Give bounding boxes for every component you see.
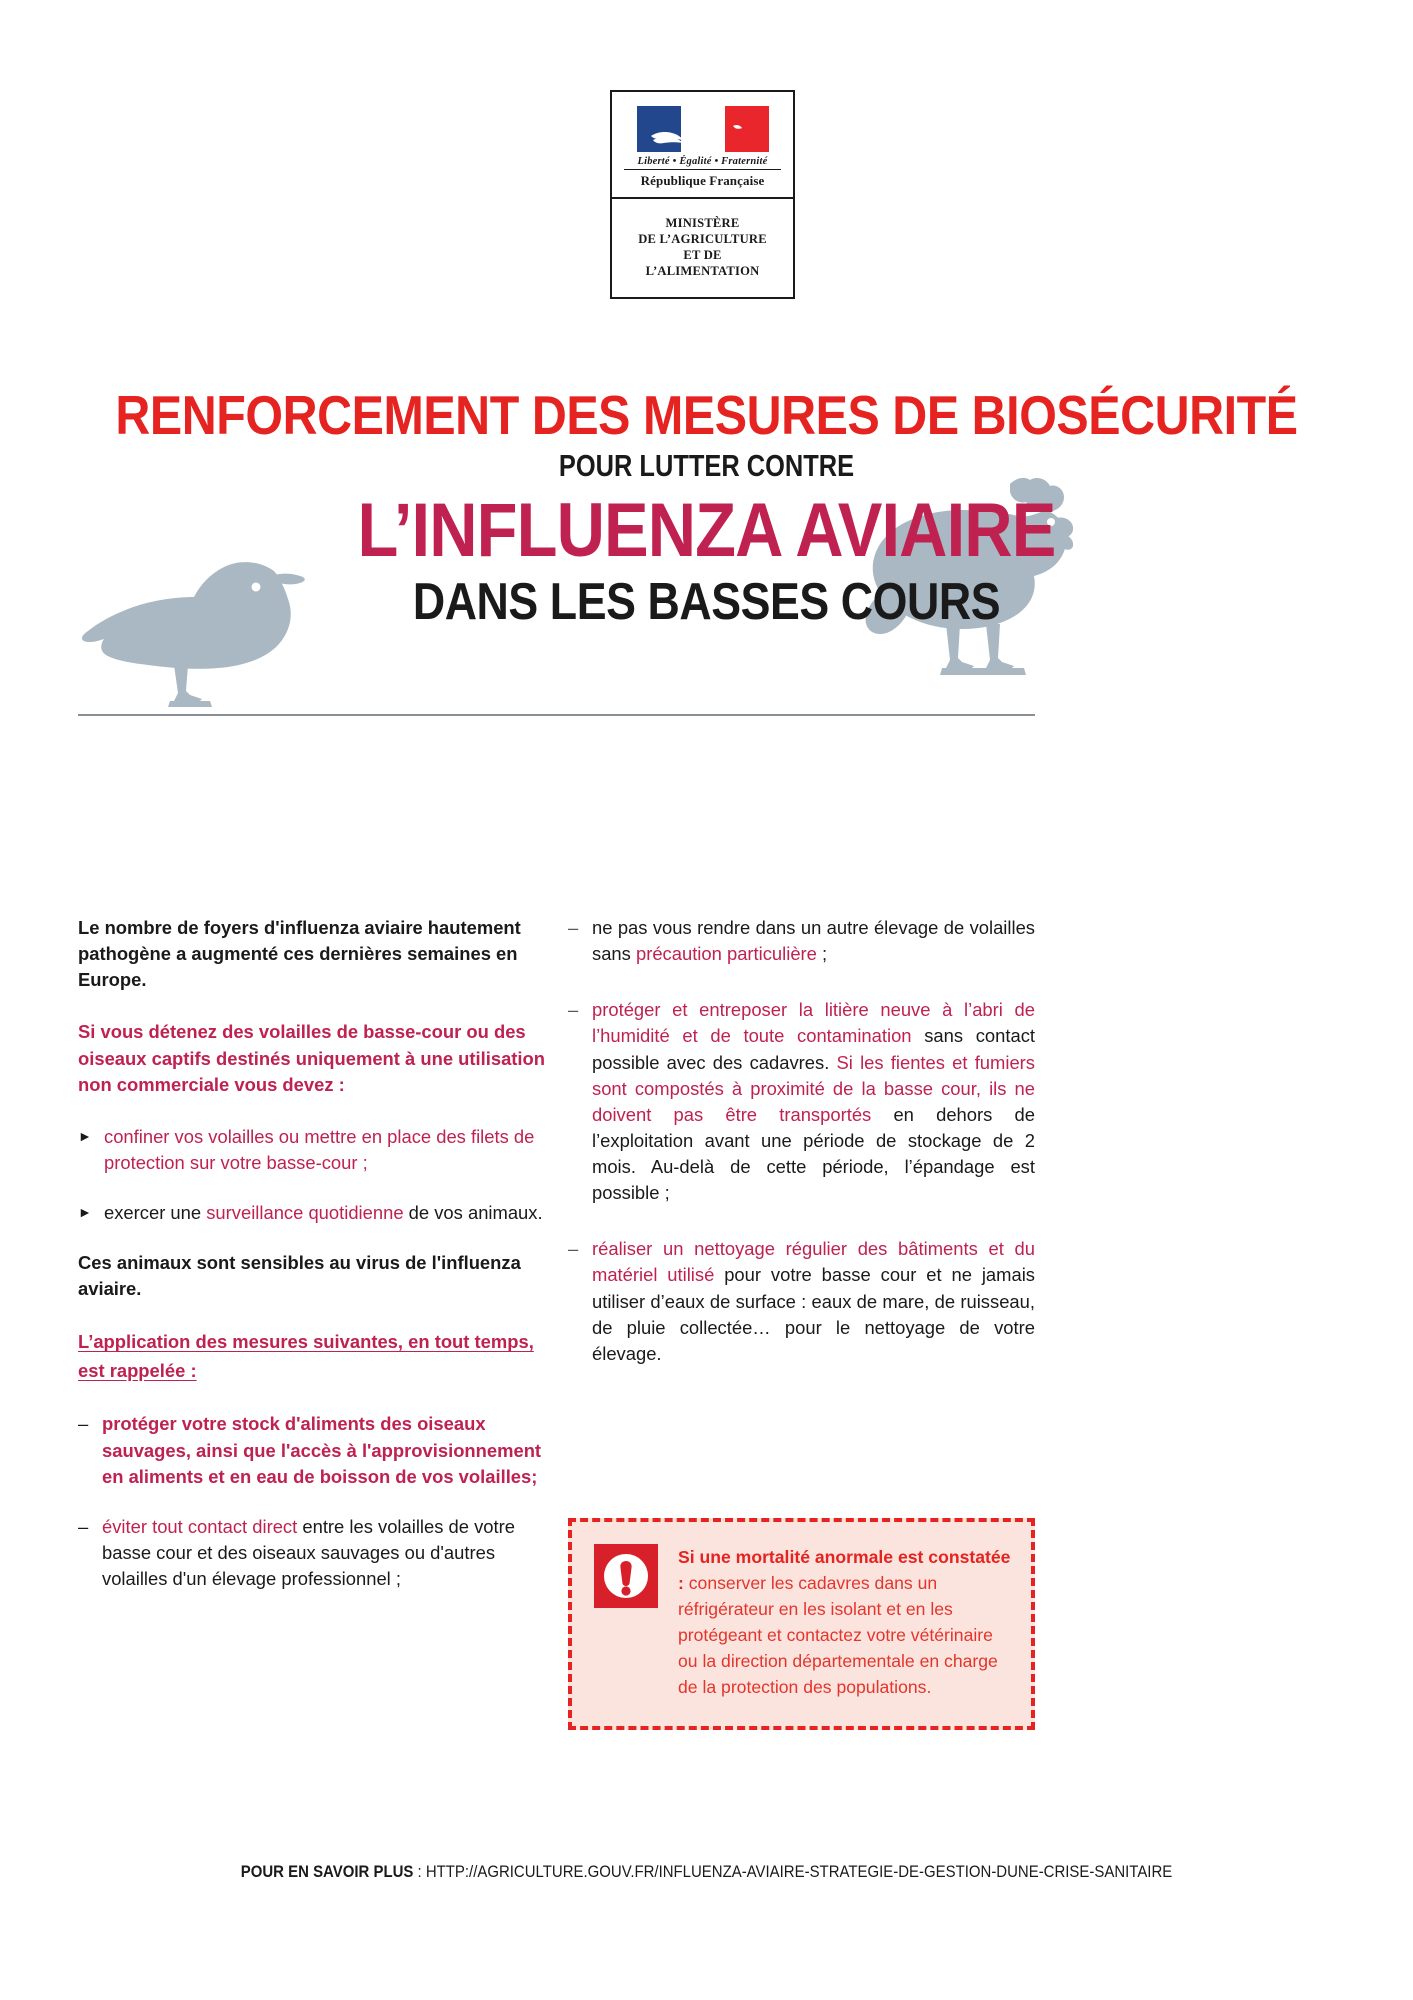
list-item bbox=[568, 997, 1035, 1206]
dash-eviter-contact-text: éviter tout contact direct entre les volailles de votre basse cour et des oiseaux sauvages ou d'autres volailles d'un élevage professionnel ; bbox=[102, 1515, 515, 1590]
dash-bullet-icon: – bbox=[78, 1515, 89, 1537]
title-line-reinforcement: RENFORCEMENT DES MESURES DE BIOSÉCURITÉ bbox=[115, 384, 1298, 446]
bullet-confiner-text: confiner vos volailles ou mettre en place des filets de protection sur votre basse-cour ; bbox=[104, 1125, 535, 1173]
title-line-basses-cours: DANS LES BASSES COURS bbox=[412, 572, 1001, 631]
ministry-line-1: MINISTÈRE bbox=[665, 216, 740, 230]
dash-bullet-icon: – bbox=[568, 999, 579, 1021]
ministry-line-3: ET DE bbox=[683, 248, 722, 263]
list-item bbox=[78, 1411, 548, 1489]
list-item bbox=[78, 1200, 548, 1226]
intro-paragraph: Le nombre de foyers d'influenza aviaire hautement pathogène a augmenté ces dernières semaines en Europe. bbox=[78, 917, 521, 991]
alert-bold-lead: Si une mortalité anormale est constatée : bbox=[678, 1547, 1011, 1594]
title-line-influenza: L’INFLUENZA AVIAIRE bbox=[357, 487, 1056, 573]
list-item bbox=[568, 1236, 1035, 1367]
list-item bbox=[78, 1124, 548, 1176]
republic-logo-top bbox=[612, 92, 793, 199]
triangle-bullet-icon: ► bbox=[78, 1127, 92, 1144]
exclamation-icon bbox=[594, 1544, 658, 1608]
triangle-bullet-icon: ► bbox=[78, 1204, 92, 1220]
dash-nettoyage-text: réaliser un nettoyage régulier des bâtiments et du matériel utilisé pour votre basse cour et ne jamais utiliser d’eaux de surface : eaux de mare, de ruisseau, de pluie collectée… pour le nettoyage de votre élevage. bbox=[592, 1238, 1035, 1364]
header-divider-rule bbox=[78, 714, 1035, 716]
dash-bullet-icon: – bbox=[78, 1413, 89, 1435]
dash-ne-pas-rendre-text: ne pas vous rendre dans un autre élevage de volailles sans précaution particulière ; bbox=[592, 917, 1035, 965]
footer-separator: : bbox=[413, 1862, 426, 1881]
reminder-heading: L’application des mesures suivantes, en tout temps, est rappelée : bbox=[78, 1331, 534, 1381]
lead-paragraph: Si vous détenez des volailles de basse-cour ou des oiseaux captifs destinés uniquement à une utilisation non commerciale vous devez : bbox=[78, 1021, 546, 1095]
french-flag-marianne-icon bbox=[637, 106, 769, 152]
dash-proteger-stock-text: protéger votre stock d'aliments des oiseaux sauvages, ainsi que l'accès à l'approvisionnement en aliments et en eau de boisson de vos volailles; bbox=[102, 1413, 542, 1487]
dash-bullet-icon: – bbox=[568, 1238, 579, 1260]
dash-proteger-litiere-text: protéger et entreposer la litière neuve à l’abri de l’humidité et de toute contamination sans contact possible avec des cadavres. Si les fientes et fumiers sont compostés à proximité de la basse cour, ils ne doivent pas être transportés en dehors de l’exploitation avant une période de stockage de 2 mois. Au-delà de cette période, l’épandage est possible ; bbox=[592, 999, 1035, 1204]
title-line-pour-lutter: POUR LUTTER CONTRE bbox=[558, 448, 855, 483]
dash-bullet-icon: – bbox=[568, 917, 579, 938]
sensitive-animals-paragraph: Ces animaux sont sensibles au virus de l'influenza aviaire. bbox=[78, 1252, 521, 1300]
logo-ministry-name bbox=[612, 199, 793, 297]
footer-label: POUR EN SAVOIR PLUS bbox=[240, 1862, 414, 1881]
left-text-column bbox=[78, 915, 548, 1616]
ministry-line-2: DE L’AGRICULTURE bbox=[638, 232, 767, 247]
mortality-alert-box bbox=[568, 1518, 1035, 1730]
list-item bbox=[78, 1514, 548, 1592]
list-item bbox=[568, 915, 1035, 967]
republic-ministry-logo bbox=[610, 90, 795, 299]
bullet-surveillance-text: exercer une surveillance quotidienne de vos animaux. bbox=[104, 1202, 543, 1223]
poster-title-block bbox=[0, 384, 1413, 632]
logo-devise: Liberté • Égalité • Fraternité bbox=[624, 156, 781, 170]
footer-url[interactable]: HTTP://AGRICULTURE.GOUV.FR/INFLUENZA-AVIAIRE-STRATEGIE-DE-GESTION-DUNE-CRISE-SANITAIRE bbox=[425, 1862, 1173, 1881]
right-text-column bbox=[568, 915, 1035, 1397]
alert-body-text: conserver les cadavres dans un réfrigérateur en les isolant et en les protégeant et contactez votre vétérinaire ou la direction départementale en charge de la protection des populations. bbox=[678, 1573, 998, 1698]
footer-more-info bbox=[85, 1862, 1328, 1882]
logo-republic-name: République Française bbox=[640, 173, 765, 188]
ministry-line-4: L’ALIMENTATION bbox=[645, 264, 760, 279]
alert-message bbox=[678, 1544, 1011, 1700]
